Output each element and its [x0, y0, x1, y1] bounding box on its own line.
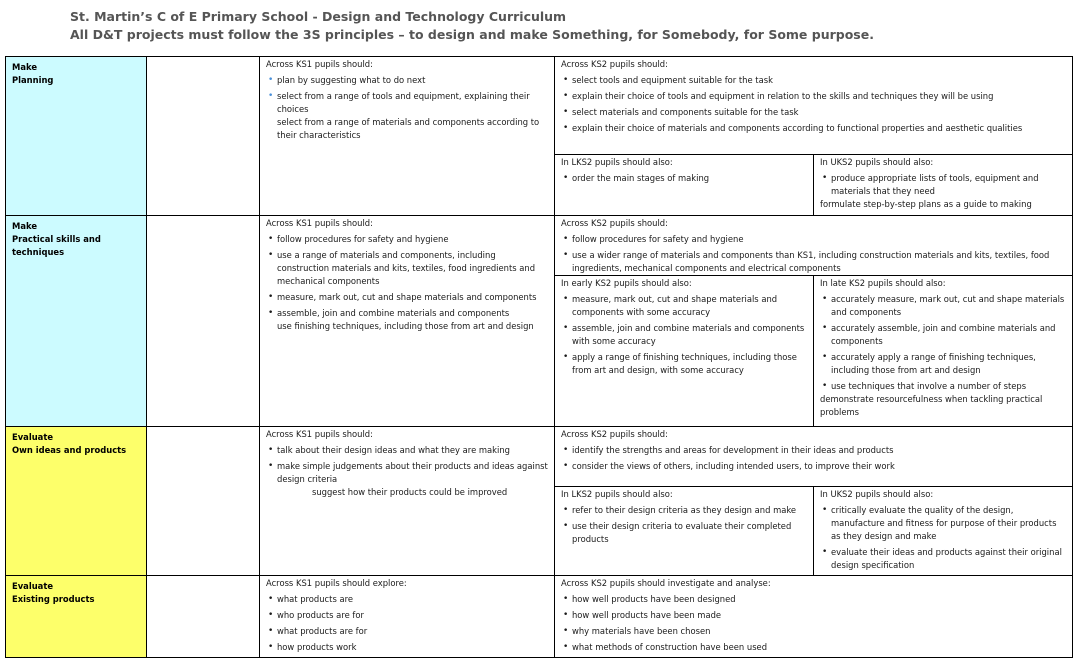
list-item: • what products are — [266, 593, 548, 606]
list-item: • use their design criteria to evaluate their completed products — [561, 520, 807, 546]
label-strand: Evaluate — [12, 432, 53, 442]
curriculum-table — [5, 56, 1073, 658]
uks2-block — [813, 155, 1072, 215]
row-practical — [6, 216, 1073, 427]
list-item: • follow procedures for safety and hygiene — [561, 233, 1066, 246]
list-item: • measure, mark out, cut and shape materials and components — [266, 291, 548, 304]
ks2-cell-existing — [555, 576, 1073, 658]
early-ks2-title: In early KS2 pupils should also: — [561, 278, 692, 288]
list-item: • use techniques that involve a number of steps — [820, 380, 1066, 393]
list-item: • refer to their design criteria as they design and make — [561, 504, 807, 517]
label-aspect: Planning — [12, 75, 54, 85]
lks2-title: In LKS2 pupils should also: — [561, 157, 673, 167]
ks2-cell-practical — [555, 216, 1073, 427]
list-item: • consider the views of others, including intended users, to improve their work — [561, 460, 1066, 473]
blank-cell — [147, 576, 260, 658]
list-item: • talk about their design ideas and what they are making — [266, 444, 548, 457]
list-item: • select tools and equipment suitable for the task — [561, 74, 1066, 87]
list-item: • accurately assemble, join and combine materials and components — [820, 322, 1066, 348]
ks2-cell-own-ideas — [555, 427, 1073, 576]
list-item: • measure, mark out, cut and shape materials and components with some accuracy — [561, 293, 807, 319]
lks2-block — [555, 155, 813, 215]
ks1-title: Across KS1 pupils should: — [266, 59, 373, 69]
list-item: • how products work — [266, 641, 548, 654]
list-item: • assemble, join and combine materials and components with some accuracy — [561, 322, 807, 348]
label-aspect: Own ideas and products — [12, 445, 127, 455]
ks2-title: Across KS2 pupils should: — [561, 59, 668, 69]
ks2-title: Across KS2 pupils should investigate and analyse: — [561, 578, 771, 588]
ks1-title: Across KS1 pupils should: — [266, 429, 373, 439]
row-label-own-ideas — [6, 427, 147, 576]
row-own-ideas — [6, 427, 1073, 576]
row-label-existing — [6, 576, 147, 658]
late-ks2-title: In late KS2 pupils should also: — [820, 278, 946, 288]
list-item: • how well products have been made — [561, 609, 1066, 622]
lks2-title: In LKS2 pupils should also: — [561, 489, 673, 499]
list-item: • use a wider range of materials and components than KS1, including construction materials and kits, textiles, food ingredients, mechanical components and electrical components — [561, 249, 1066, 275]
list-item: • use a range of materials and components, including construction materials and kits, textiles, food ingredients and mechanical components — [266, 249, 548, 288]
school-title: St. Martin’s C of E Primary School - Design and Technology Curriculum — [70, 9, 567, 24]
ks1-cell-planning — [260, 57, 555, 216]
label-strand: Evaluate — [12, 581, 53, 591]
ks1-cell-own-ideas — [260, 427, 555, 576]
label-strand: Make — [12, 221, 38, 231]
list-item: suggest how their products could be improved — [312, 487, 508, 497]
list-item: formulate step-by-step plans as a guide to making — [820, 199, 1032, 209]
ks1-cell-existing — [260, 576, 555, 658]
ks1-cell-practical — [260, 216, 555, 427]
ks1-title: Across KS1 pupils should: — [266, 218, 373, 228]
row-label-practical — [6, 216, 147, 427]
blank-cell — [147, 216, 260, 427]
list-item: • produce appropriate lists of tools, equipment and materials that they need — [820, 172, 1066, 198]
late-ks2-block — [813, 276, 1072, 426]
uks2-title: In UKS2 pupils should also: — [820, 157, 934, 167]
document-header — [70, 8, 874, 44]
list-item: • how well products have been designed — [561, 593, 1066, 606]
list-item: demonstrate resourcefulness when tackling practical problems — [820, 394, 1043, 417]
row-label-planning — [6, 57, 147, 216]
list-item: • accurately apply a range of finishing techniques, including those from art and design — [820, 351, 1066, 377]
lks2-block — [555, 487, 813, 575]
list-item: • plan by suggesting what to do next — [266, 74, 548, 87]
label-aspect: Existing products — [12, 594, 95, 604]
ks1-title: Across KS1 pupils should explore: — [266, 578, 407, 588]
ks2-title: Across KS2 pupils should: — [561, 429, 668, 439]
principles-statement: All D&T projects must follow the 3S principles – to design and make Something, for Somebody, for Some purpose. — [70, 27, 874, 42]
list-item: • apply a range of finishing techniques, including those from art and design, with some accuracy — [561, 351, 807, 377]
list-item: • explain their choice of materials and components according to functional properties and aesthetic qualities — [561, 122, 1066, 135]
blank-cell — [147, 57, 260, 216]
list-item: • why materials have been chosen — [561, 625, 1066, 638]
blank-cell — [147, 427, 260, 576]
list-item: select from a range of materials and components according to their characteristics — [277, 117, 540, 140]
list-item: • select materials and components suitable for the task — [561, 106, 1066, 119]
ks2-title: Across KS2 pupils should: — [561, 218, 668, 228]
list-item: • assemble, join and combine materials and components — [266, 307, 548, 320]
row-existing — [6, 576, 1073, 658]
list-item: • what products are for — [266, 625, 548, 638]
list-item: • select from a range of tools and equipment, explaining their choices — [266, 90, 548, 116]
label-strand: Make — [12, 62, 38, 72]
uks2-block — [813, 487, 1072, 575]
list-item: • critically evaluate the quality of the design, manufacture and fitness for purpose of their products as they design and make — [820, 504, 1066, 543]
list-item: • who products are for — [266, 609, 548, 622]
list-item: • evaluate their ideas and products against their original design specification — [820, 546, 1066, 572]
early-ks2-block — [555, 276, 813, 426]
list-item: • explain their choice of tools and equipment in relation to the skills and techniques they will be using — [561, 90, 1066, 103]
ks2-cell-planning — [555, 57, 1073, 216]
list-item: • order the main stages of making — [561, 172, 807, 185]
label-aspect: Practical skills and techniques — [12, 234, 101, 257]
list-item: • follow procedures for safety and hygiene — [266, 233, 548, 246]
uks2-title: In UKS2 pupils should also: — [820, 489, 934, 499]
row-planning — [6, 57, 1073, 216]
list-item: • what methods of construction have been used — [561, 641, 1066, 654]
list-item: use finishing techniques, including those from art and design — [277, 321, 534, 331]
list-item: • identify the strengths and areas for development in their ideas and products — [561, 444, 1066, 457]
list-item: • make simple judgements about their products and ideas against design criteria — [266, 460, 548, 486]
list-item: • accurately measure, mark out, cut and shape materials and components — [820, 293, 1066, 319]
